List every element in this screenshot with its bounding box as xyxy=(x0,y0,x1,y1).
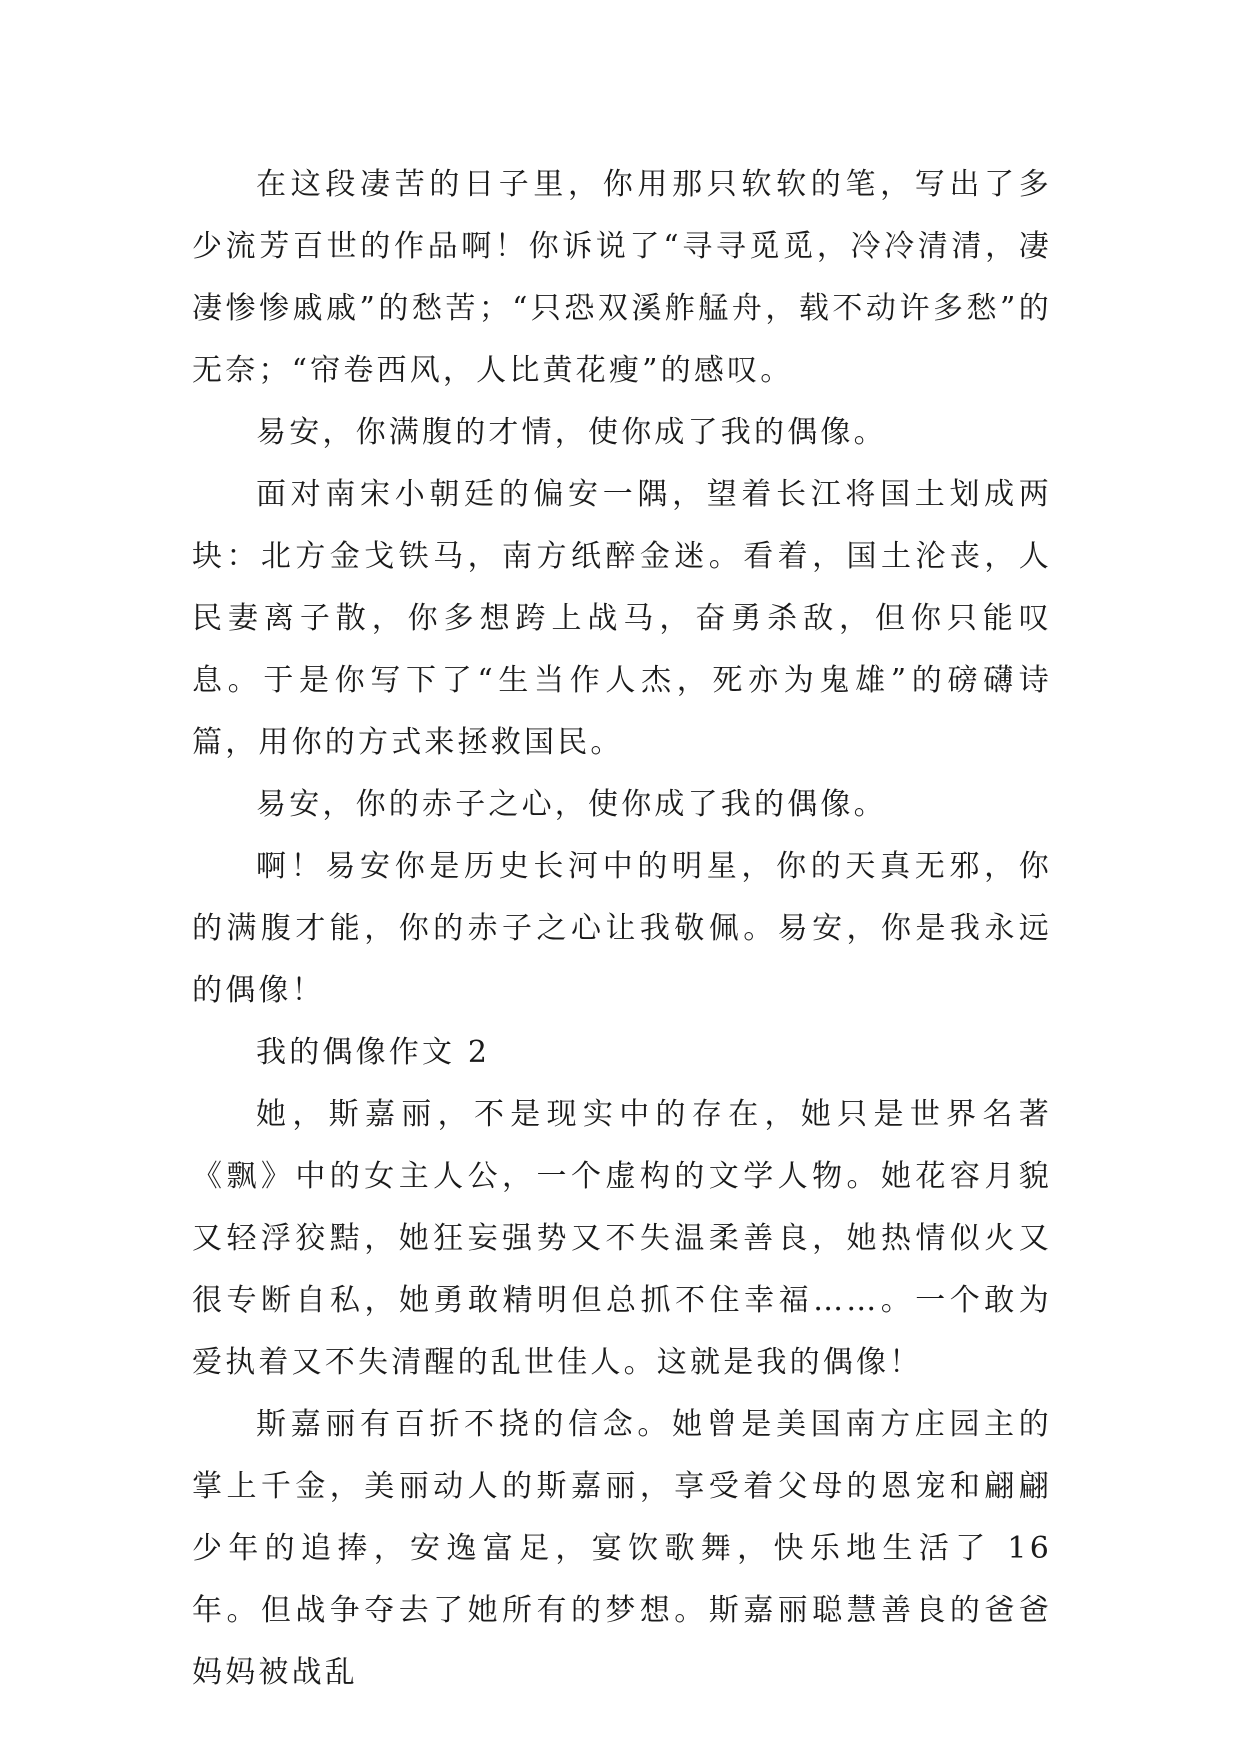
paragraph: 易安，你满腹的才情，使你成了我的偶像。 xyxy=(256,415,887,450)
section-heading: 我的偶像作文 2 xyxy=(256,1035,491,1070)
document-body xyxy=(192,154,1052,1704)
paragraph: 易安，你的赤子之心，使你成了我的偶像。 xyxy=(256,787,887,822)
paragraph: 面对南宋小朝廷的偏安一隅，望着长江将国土划成两块：北方金戈铁马，南方纸醉金迷。看着，国土沦丧，人民妻离子散，你多想跨上战马，奋勇杀敌，但你只能叹息。于是你写下了“生当作人杰，死亦为鬼雄”的磅礴诗篇，用你的方式来拯救国民。 xyxy=(192,477,1052,760)
paragraph: 斯嘉丽有百折不挠的信念。她曾是美国南方庄园主的掌上千金，美丽动人的斯嘉丽，享受着父母的恩宠和翩翩少年的追捧，安逸富足，宴饮歌舞，快乐地生活了 16 年。但战争夺去了她所有的梦想。斯嘉丽聪慧善良的爸爸妈妈被战乱 xyxy=(192,1407,1052,1690)
paragraph: 啊！易安你是历史长河中的明星，你的天真无邪，你的满腹才能，你的赤子之心让我敬佩。易安，你是我永远的偶像！ xyxy=(192,849,1052,1008)
paragraph: 在这段凄苦的日子里，你用那只软软的笔，写出了多少流芳百世的作品啊！你诉说了“寻寻觅觅，冷冷清清，凄凄惨惨戚戚”的愁苦；“只恐双溪舴艋舟，载不动许多愁”的无奈；“帘卷西风，人比黄花瘦”的感叹。 xyxy=(192,167,1052,388)
paragraph: 她，斯嘉丽，不是现实中的存在，她只是世界名著《飘》中的女主人公，一个虚构的文学人物。她花容月貌又轻浮狡黠，她狂妄强势又不失温柔善良，她热情似火又很专断自私，她勇敢精明但总抓不住幸福……。一个敢为爱执着又不失清醒的乱世佳人。这就是我的偶像！ xyxy=(192,1097,1052,1380)
